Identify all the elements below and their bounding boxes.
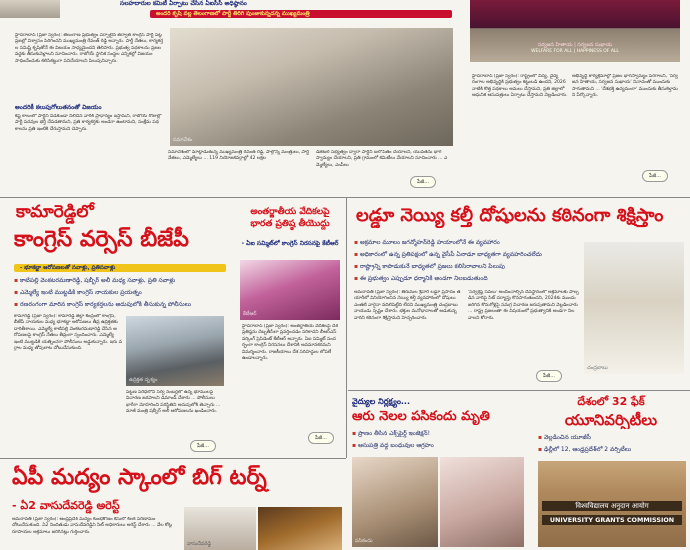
liquor-headline: ఏపీ మద్యం స్కాంలో బిగ్ టర్న్ xyxy=(12,465,267,490)
ktr-photo-label: కేటీఆర్ xyxy=(243,311,257,317)
liquor-sub: - ఏ2 వాసుదేవరెడ్డి అరెస్ట్ xyxy=(12,499,120,512)
top-left-subhead: అందరికీ కలుపుగోలుతనంతో విజయం xyxy=(15,104,102,111)
baby-kicker: వైద్యుల నిర్లక్ష్యం... xyxy=(352,397,410,406)
ktr-story xyxy=(236,198,344,456)
welfare-sign: సర్వజన హితాయ | సర్వజన సుఖాయ xyxy=(537,42,613,48)
welfare-sign-en: WELFARE FOR ALL | HAPPINESS OF ALL xyxy=(531,49,619,54)
ugc-sign-hindi: विश्वविद्यालय अनुदान आयोग xyxy=(542,501,682,511)
meeting-caption-2: డిజిటల్ సభ్యత్వం ద్వారా పార్టీని బలోపేతం చేయాలని, యువతను భాగస్వామ్యం చేయాలని, ప్రతి గ్రామంలో కమిటీలు వేయాలని సూచించారు ... ఎమ్మెల్యేలు, ఎంపీలు xyxy=(316,150,448,168)
baby-photo-label: పసికందు xyxy=(355,538,373,544)
kamareddy-subbar: - భూకబ్జా ఆరోపణలతో సవాళ్లు, ప్రతిసవాళ్లు xyxy=(14,264,226,272)
ugc-bullet-1: ▪ వెల్లడించిన యూజీసీ xyxy=(538,433,688,442)
meeting-photo xyxy=(170,28,453,146)
baby-death-story xyxy=(348,391,528,550)
portrait-top-left xyxy=(0,0,60,18)
laddu-headline: లడ్డూ నెయ్యి కల్తీ దోషులను కఠినంగా శిక్షిస్తాం xyxy=(356,205,664,226)
kamareddy-kicker: కామారెడ్డిలో xyxy=(16,202,94,222)
top-left-body: హైదరాబాద్ (ప్రజా స్వరం): తెలంగాణ ప్రభుత్వం ఏర్పాటైన తర్వాత కాంగ్రెస్ పార్టీ పట్ల ప్రజల్లో విశ్వాసం పెరిగిందని ముఖ్యమంత్రి రేవంత్ రెడ్డి అన్నారు. పార్టీ నేతలు, కార్యకర్తల సమిష్టి కృషితోనే ఈ విజయం సాధ్యమైందని తెలిపారు. ప్రభుత్వ పథకాలను ప్రజల వద్దకు తీసుకువెళ్లాలని సూచించారు. రాబోయే స్థానిక సంస్థల ఎన్నికల్లో విజయం సాధించేందుకు కలిసికట్టుగా పనిచేయాలని పిలుపునిచ్చారు. xyxy=(15,33,164,64)
jump-link-kamareddy[interactable]: పేజీ... xyxy=(190,440,216,452)
chandrababu-photo xyxy=(584,242,684,374)
top-left-banner: అందరి కృషి వల్ల తెలంగాణలో పార్టీ తిరిగి పుంజుకున్నదన్న ముఖ్యమంత్రి xyxy=(150,10,452,18)
ktr-kicker: అంతర్జాతీయ వేదికలపై భారత ప్రతిష్ఠ తీయొద్దు xyxy=(250,207,330,229)
meeting-photo-label: సమావేశం xyxy=(173,137,193,143)
top-right-body-b: అభివృద్ధి కార్యక్రమాల్లో ప్రజల భాగస్వామ్యం పెరగాలని, 'సర్వజన హితాయ, సర్వజన సుఖాయ' నినాదంతో ముందుకు సాగుతామని ... 'దేశభక్తి ఉద్యమంగా' ముందుకు తీసుకెళ్తామని పేర్కొన్నారు. xyxy=(572,74,678,99)
ktr-body: హైదరాబాద్ (ప్రజా స్వరం): అంతర్జాతీయ వేదికలపై దేశ ప్రతిష్ఠను దెబ్బతీసేలా ప్రవర్తించడం సరికాదని బీఆర్ఎస్ వర్కింగ్ ప్రెసిడెంట్ కేటీఆర్ అన్నారు. ఏఐ సమ్మిట్ సందర్భంగా కాంగ్రెస్ నిరసనలు దేశానికి అవమానకరమని విమర్శించారు. రాజకీయాలు దేశ సరిహద్దుల లోపలే ఉండాలన్నారు. xyxy=(242,324,338,362)
vasudeva-reddy-label: వాసుదేవరెడ్డి xyxy=(187,541,212,547)
top-left-story xyxy=(0,0,460,195)
meeting-caption: సమావేశంలో మాట్లాడుతున్న ముఖ్యమంత్రి రేవంత్ రెడ్డి, పాల్గొన్న మంత్రులు, పార్టీ నేతలు, ఎమ్మెల్యేలు ... 119 నియోజకవర్గాల్లో 42 లక్షల xyxy=(168,150,310,162)
ugc-building-photo xyxy=(538,461,686,547)
laddu-body-a: అమరావతి (ప్రజా స్వరం): తిరుమల శ్రీవారి లడ్డూ ప్రసాదం తయారీలో వినియోగించిన నెయ్యి కల్తీ వ్యవహారంలో దోషులు ఎంతటి వారైనా వదిలిపెట్టేది లేదని ముఖ్యమంత్రి చంద్రబాబు నాయుడు స్పష్టం చేశారు. భక్తుల మనోభావాలతో ఆడుకున్న వారిని కఠినంగా శిక్షిస్తామని హెచ్చరించారు. xyxy=(354,290,461,321)
laddu-bullet-4: ▪ ఈ ప్రభుత్వం ఎప్పుడూ ధర్మానికి అండగా నిలబడుతుంది xyxy=(354,274,582,283)
jump-link-laddu[interactable]: పేజీ... xyxy=(536,370,562,382)
overturned-car-photo xyxy=(126,316,224,386)
ugc-bullet-2: ▪ ఢిల్లీలో 12, ఆంధ్రప్రదేశ్‌లో 2 వర్సిటీలు xyxy=(538,445,688,454)
liquor-bottles-photo xyxy=(258,507,342,550)
laddu-story xyxy=(348,198,690,388)
baby-headline: ఆరు నెలల పసికందు మృతి xyxy=(352,409,490,424)
laddu-bullet-1: ▪ అక్రమాల మూలం జగన్మోహన్‌రెడ్డి హయాంలోనే ఈ వ్యవహారం xyxy=(354,238,582,247)
ugc-story xyxy=(530,391,690,550)
jump-link-ktr[interactable]: పేజీ... xyxy=(308,432,334,444)
kamareddy-story xyxy=(0,198,235,456)
welfare-event-photo xyxy=(470,0,680,62)
vasudeva-reddy-photo xyxy=(184,507,256,550)
kamareddy-bullet-3: ▪ రణరంగంగా మారిన కాంగ్రెస్ కార్యకర్తలను అదుపులోకి తీసుకున్న పోలీసులు xyxy=(14,300,230,309)
kamareddy-body: కామారెడ్డి (ప్రజా స్వరం): కామారెడ్డి జిల్లా కేంద్రంలో కాంగ్రెస్, బీజేపీ నాయకుల మధ్య భూకబ్జా ఆరోపణలు తీవ్ర ఉద్రిక్తతకు దారితీశాయి. ఎమ్మెల్యే కాటిపల్లి వెంకటరమణారెడ్డి చేసిన ఆరోపణలపై కాంగ్రెస్ నేతలు తీవ్రంగా స్పందించారు. ఎమ్మెల్యే ఇంటి ముట్టడికి యత్నించగా పోలీసులు అడ్డుకున్నారు. ఇరు వర్గాల మధ్య తోపులాట చోటుచేసుకుంది. xyxy=(14,314,122,352)
kamareddy-bullet-2: ▪ ఎమ్మెల్యే ఇంటి ముట్టడికి కాంగ్రెస్ నాయకుల ప్రయత్నం xyxy=(14,288,230,297)
baby-bullet-2: ▪ ఆసుపత్రి వద్ద బంధువుల ఆగ్రహం xyxy=(352,441,524,450)
laddu-body-b: 'సర్వశ్రేష్ఠ సేవలు' అందించాల్సిన దేవస్థానంలో అక్రమాలకు పాల్పడిన వారిపై సిట్ దర్యాప్తు కొనసాగుతుందని, 2024కు ముందు జరిగిన కొనుగోళ్లపై సమగ్ర విచారణ జరుపుతామని వెల్లడించారు ... రాష్ట్ర ప్రజలంతా ఈ విషయంలో ప్రభుత్వానికి అండగా నిలవాలని కోరారు. xyxy=(468,290,579,321)
chandrababu-photo-label: చంద్రబాబు xyxy=(587,365,608,371)
kamareddy-bullet-1: ▪ కాటిపల్లి వెంకటరమణారెడ్డి, షబ్బీర్ అలీ మధ్య సవాళ్లు, ప్రతి సవాళ్లు xyxy=(14,276,230,285)
laddu-bullet-2: ▪ అధికారంలో ఉన్న ప్రతిపక్షంలో ఉన్న వైసీపీ ఏనాడూ బాధ్యతగా వ్యవహరించలేదు xyxy=(354,250,582,259)
top-left-body-2: కష్ట కాలంలో పార్టీని వీడకుండా నిలిచిన వారికి ప్రాధాన్యం ఇస్తామని, రాబోయే రోజుల్లో పార్టీ పదవుల భర్తీ చేపడతామని, ప్రతి కార్యకర్తకు అండగా ఉంటామని, సంక్షేమ పథకాలను ప్రతి ఇంటికి చేరుస్తామని చెప్పారు. xyxy=(15,114,162,132)
ugc-kicker: దేశంలో 32 ఫేక్ xyxy=(577,395,645,408)
overturned-car-label: ఉద్రిక్తత దృశ్యం xyxy=(129,377,158,383)
kamareddy-body-2: పట్టణ పరిధిలోని సర్వే నంబర్లలో ఉన్న భూములపై విచారణ జరపాలని డిమాండ్ చేశారు ... పోలీసులు భారీగా మోహరించి పరిస్థితిని అదుపులోకి తెచ్చారు ... మాజీ మంత్రి షబ్బీర్ అలీ ఆరోపణలను ఖండించారు. xyxy=(126,390,221,415)
kamareddy-headline: కాంగ్రెస్ వర్సెస్ బీజేపీ xyxy=(14,227,189,252)
laddu-bullet-3: ▪ రాష్ట్రాన్ని కాపాడుకునే బాధ్యతలో ప్రజలు కలిసిరావాలని పిలుపు xyxy=(354,262,582,271)
baby-bullet-1: ▪ ప్రాణం తీసిన ఎక్స్‌పైర్డ్ ఇంజెక్షన్! xyxy=(352,429,524,438)
baby-photo xyxy=(352,457,438,547)
injection-photo xyxy=(440,457,524,547)
jump-link-top-right[interactable]: పేజీ... xyxy=(642,170,668,182)
banner-top: సలహదారుల కమిటీ ఏర్పాటు చేసిన ఏఐసీసీ అధిష్ఠానం xyxy=(120,0,247,7)
ugc-sign-english: UNIVERSITY GRANTS COMMISSION xyxy=(542,515,682,525)
top-right-story xyxy=(462,0,690,195)
top-right-body-a: హైదరాబాద్ (ప్రజా స్వరం): రాష్ట్రంలో విద్య, వైద్య రంగాల అభివృద్ధికి ప్రభుత్వం కట్టుబడి ఉందని, 2026 నాటికి కొత్త పథకాలు అమలు చేస్తామని, ప్రతి జిల్లాలో ఆధునిక ఆసుపత్రులు ఏర్పాటు చేస్తామని వెల్లడించారు. xyxy=(472,74,568,99)
divider-vertical-mid xyxy=(346,198,347,458)
ugc-headline: యూనివర్సిటీలు xyxy=(564,411,658,429)
jump-link-top-left[interactable]: పేజీ... xyxy=(410,176,436,188)
liquor-scam-story xyxy=(0,459,346,550)
ktr-sub: - ఏఐ సమ్మిట్‌లో కాంగ్రెస్ నిరసనపై కేటీఆర్ xyxy=(241,240,339,247)
ktr-photo xyxy=(240,260,340,320)
liquor-body: అమరావతి (ప్రజా స్వరం): ఆంధ్రప్రదేశ్ మద్యం కుంభకోణం కేసులో కీలక పరిణామం చోటుచేసుకుంది. ఏ2 నిందితుడు వాసుదేవరెడ్డిని సిట్ అధికారులు అరెస్ట్ చేశారు ... వేల కోట్ల రూపాయల అక్రమాలు జరిగినట్లు గుర్తించారు. xyxy=(12,517,172,535)
